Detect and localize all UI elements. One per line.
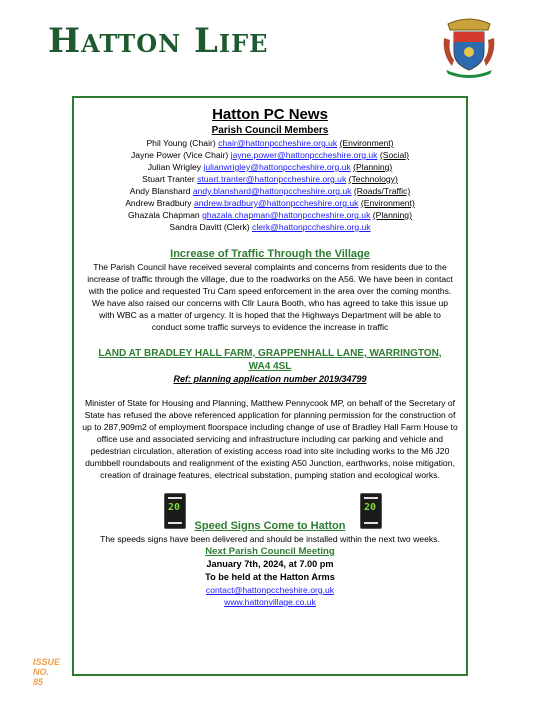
member-row: Ghazala Chapman ghazala.chapman@hattonpccheshire.org.uk (Planning) xyxy=(128,210,412,220)
member-row: Jayne Power (Vice Chair) jayne.power@hattonpccheshire.org.uk (Social) xyxy=(131,150,409,160)
member-row: Andy Blanshard andy.blanshard@hattonpccheshire.org.uk (Roads/Traffic) xyxy=(129,186,411,196)
masthead-title: Hatton Life xyxy=(48,21,269,61)
member-row: Sandra Davitt (Clerk) clerk@hattonpccheshire.org.uk xyxy=(169,222,371,232)
member-email-link[interactable]: stuart.tranter@hattonpccheshire.org.uk xyxy=(197,174,347,184)
speed-body: The speeds signs have been delivered and should be installed within the next two weeks. xyxy=(100,534,440,544)
member-row: Andrew Bradbury andrew.bradbury@hattonpccheshire.org.uk (Environment) xyxy=(125,198,415,208)
speed-header xyxy=(74,493,466,533)
land-body: Minister of State for Housing and Planning, Matthew Pennycook MP, on behalf of the Secretary of State has refused the above referenced application for planning permission for the construction of up to 287,909m2 of employment floorspace including change of use of Bradley Hall Farm House to office use and associated servicing and infrastructure including car parking and vehicle and pedestrian circulation, alteration of existing access road into site including works to the M6 J20 dumbbell roundabouts and realignment of the existing A50 Junction, earthworks, noise mitigation, creation of drainage features, electrical substation, pumping station and ecological works. xyxy=(82,398,458,480)
member-email-link[interactable]: jayne.power@hattonpccheshire.org.uk xyxy=(230,150,378,160)
speed-title: Speed Signs Come to Hatton xyxy=(194,520,346,532)
issue-number: ISSUE NO. 85 xyxy=(33,657,61,687)
parish-crest-icon xyxy=(440,16,498,78)
member-row: Stuart Tranter stuart.tranter@hattonpccheshire.org.uk (Technology) xyxy=(142,174,398,184)
member-email-link[interactable]: andy.blanshard@hattonpccheshire.org.uk xyxy=(192,186,352,196)
member-email-link[interactable]: chair@hattonpccheshire.org.uk xyxy=(218,138,338,148)
website-link[interactable]: www.hattonvillage.co.uk xyxy=(224,597,316,607)
traffic-title: Increase of Traffic Through the Village xyxy=(170,248,370,260)
member-email-link[interactable]: andrew.bradbury@hattonpccheshire.org.uk xyxy=(193,198,359,208)
meeting-title: Next Parish Council Meeting xyxy=(205,546,335,557)
member-row: Julian Wrigley julianwrigley@hattonpccheshire.org.uk (Planning) xyxy=(147,162,393,172)
news-frame xyxy=(72,96,468,676)
members-list xyxy=(74,137,466,233)
members-heading: Parish Council Members xyxy=(211,125,329,136)
speed-sign-icon: 20 xyxy=(360,493,382,529)
meeting-date: January 7th, 2024, at 7.00 pm xyxy=(206,559,334,569)
meeting-venue: To be held at the Hatton Arms xyxy=(205,572,335,582)
traffic-body: The Parish Council have received several complaints and concerns from residents due to the increase of traffic through the village, due to the roadworks on the A56. We have been in contact with the police and requested Tru Cam speed enforcement in the area over the coming months. We have also raised our concerns with Cllr Laura Booth, who has agreed to take this issue up with WBC as a matter of urgency. It is hoped that the Highways Department will be able to conduct some traffic surveys to evidence the increase in traffic xyxy=(87,262,453,332)
land-title: LAND AT BRADLEY HALL FARM, GRAPPENHALL LANE, WARRINGTON, WA4 4SL xyxy=(98,348,442,372)
speed-sign-icon: 20 xyxy=(164,493,186,529)
member-email-link[interactable]: clerk@hattonpccheshire.org.uk xyxy=(252,222,371,232)
planning-ref: Ref: planning application number 2019/34799 xyxy=(173,374,367,384)
member-row: Phil Young (Chair) chair@hattonpccheshire.org.uk (Environment) xyxy=(146,138,394,148)
member-email-link[interactable]: julianwrigley@hattonpccheshire.org.uk xyxy=(203,162,351,172)
news-title: Hatton PC News xyxy=(212,106,328,123)
contact-email-link[interactable]: contact@hattonpccheshire.org.uk xyxy=(205,585,335,595)
member-email-link[interactable]: ghazala.chapman@hattonpccheshire.org.uk xyxy=(202,210,371,220)
